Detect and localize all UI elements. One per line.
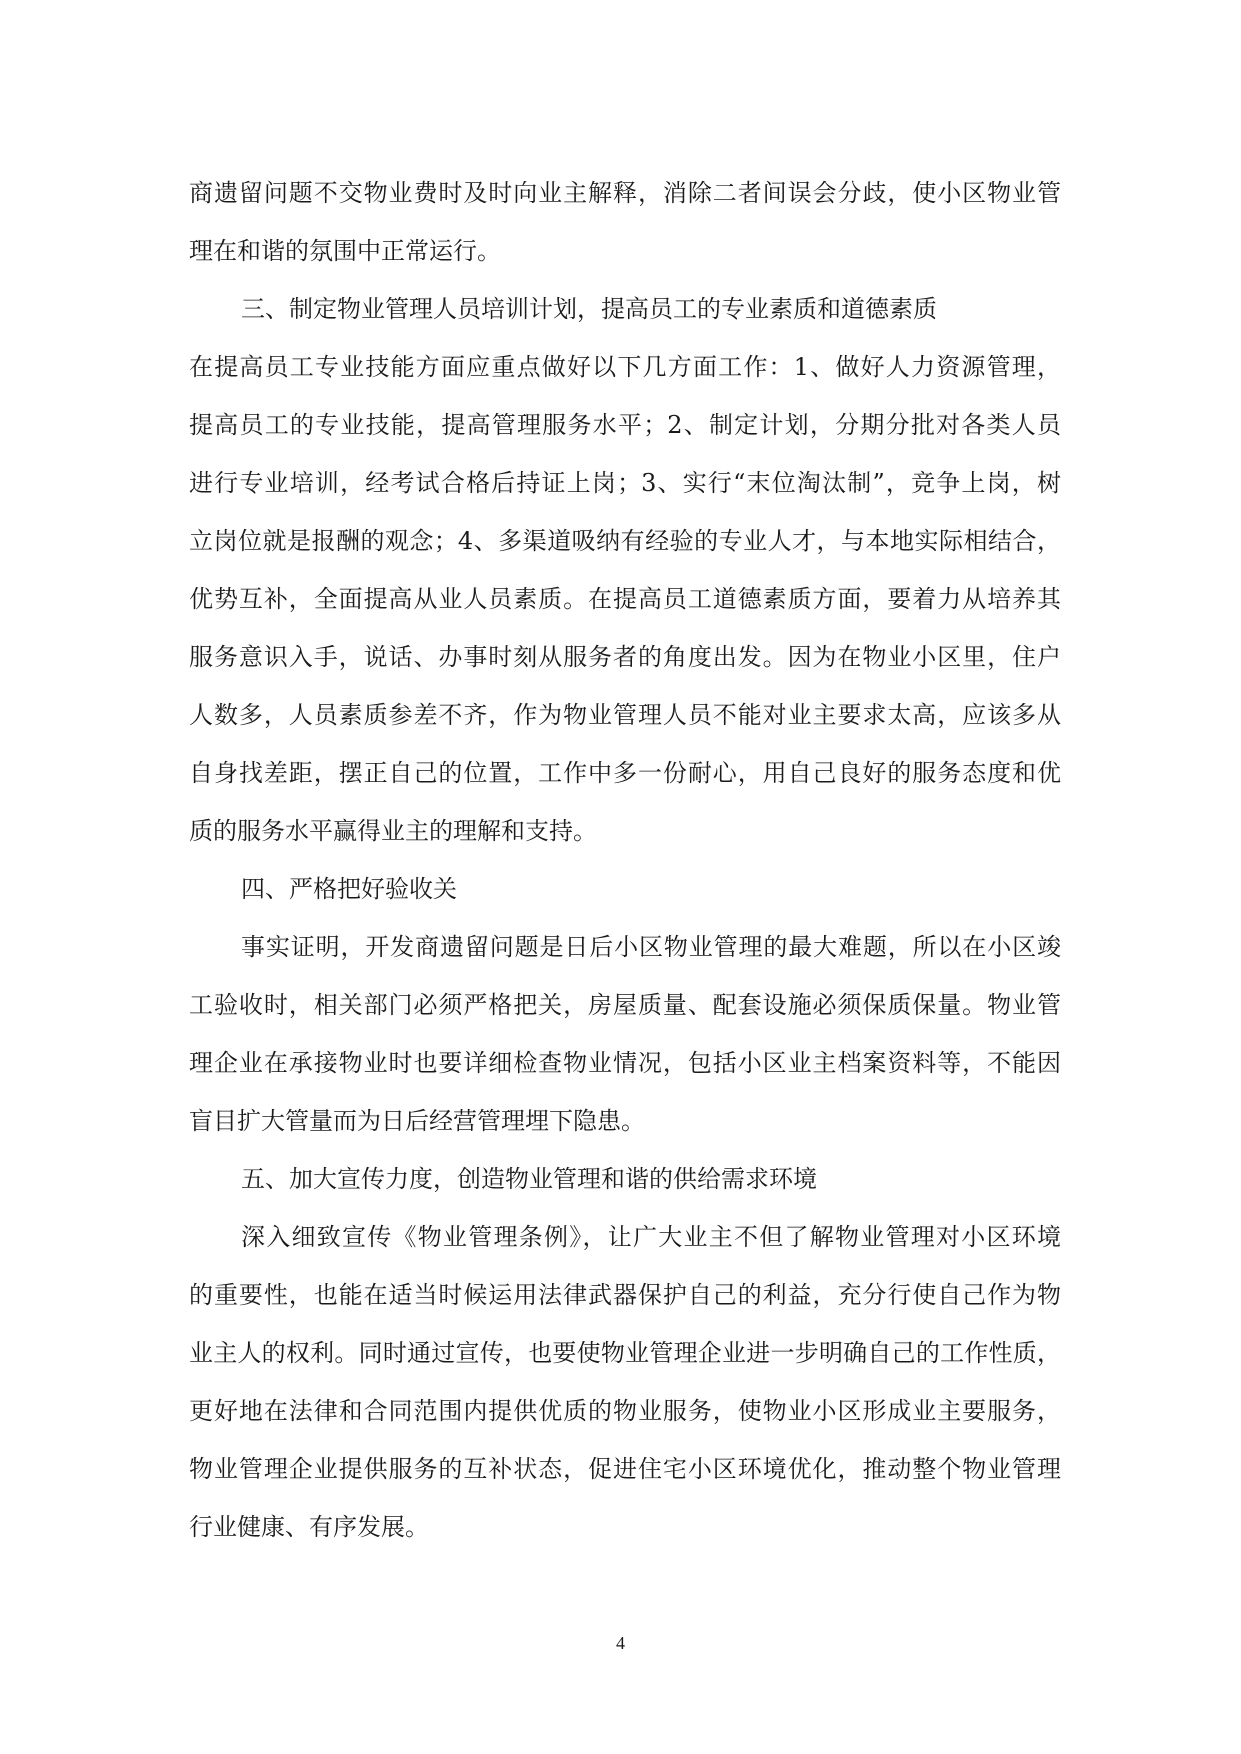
document-body	[189, 164, 1061, 1556]
page-number: 4	[616, 1633, 625, 1653]
text-line: 更好地在法律和合同范围内提供优质的物业服务，使物业小区形成业主要服务，	[189, 1397, 1061, 1425]
text-line: 进行专业培训，经考试合格后持证上岗；3、实行“末位淘汰制”，竞争上岗，树	[189, 469, 1061, 497]
text-line: 自身找差距，摆正自己的位置，工作中多一份耐心，用自己良好的服务态度和优	[189, 759, 1061, 787]
text-line: 盲目扩大管量而为日后经营管理埋下隐患。	[189, 1107, 645, 1135]
text-line: 五、加大宣传力度，创造物业管理和谐的供给需求环境	[241, 1165, 817, 1193]
text-line: 理企业在承接物业时也要详细检查物业情况，包括小区业主档案资料等，不能因	[189, 1049, 1061, 1077]
text-line: 提高员工的专业技能，提高管理服务水平；2、制定计划，分期分批对各类人员	[189, 411, 1061, 439]
text-line: 物业管理企业提供服务的互补状态，促进住宅小区环境优化，推动整个物业管理	[189, 1455, 1061, 1483]
text-line: 业主人的权利。同时通过宣传，也要使物业管理企业进一步明确自己的工作性质，	[189, 1339, 1061, 1367]
text-line: 理在和谐的氛围中正常运行。	[189, 237, 501, 265]
text-line: 深入细致宣传《物业管理条例》，让广大业主不但了解物业管理对小区环境	[241, 1223, 1061, 1251]
text-line: 人数多，人员素质参差不齐，作为物业管理人员不能对业主要求太高，应该多从	[189, 701, 1061, 729]
text-line: 优势互补，全面提高从业人员素质。在提高员工道德素质方面，要着力从培养其	[189, 585, 1061, 613]
text-line: 行业健康、有序发展。	[189, 1513, 429, 1541]
text-line: 四、严格把好验收关	[241, 875, 457, 903]
text-line: 三、制定物业管理人员培训计划，提高员工的专业素质和道德素质	[241, 295, 937, 323]
text-line: 工验收时，相关部门必须严格把关，房屋质量、配套设施必须保质保量。物业管	[189, 991, 1061, 1019]
text-line: 质的服务水平赢得业主的理解和支持。	[189, 817, 597, 845]
text-line: 在提高员工专业技能方面应重点做好以下几方面工作：1、做好人力资源管理，	[189, 353, 1061, 381]
text-line: 商遗留问题不交物业费时及时向业主解释，消除二者间误会分歧，使小区物业管	[189, 179, 1061, 207]
text-line: 事实证明，开发商遗留问题是日后小区物业管理的最大难题，所以在小区竣	[241, 933, 1061, 961]
text-line: 立岗位就是报酬的观念；4、多渠道吸纳有经验的专业人才，与本地实际相结合，	[189, 527, 1061, 555]
text-line: 的重要性，也能在适当时候运用法律武器保护自己的利益，充分行使自己作为物	[189, 1281, 1061, 1309]
text-line: 服务意识入手，说话、办事时刻从服务者的角度出发。因为在物业小区里，住户	[189, 643, 1061, 671]
